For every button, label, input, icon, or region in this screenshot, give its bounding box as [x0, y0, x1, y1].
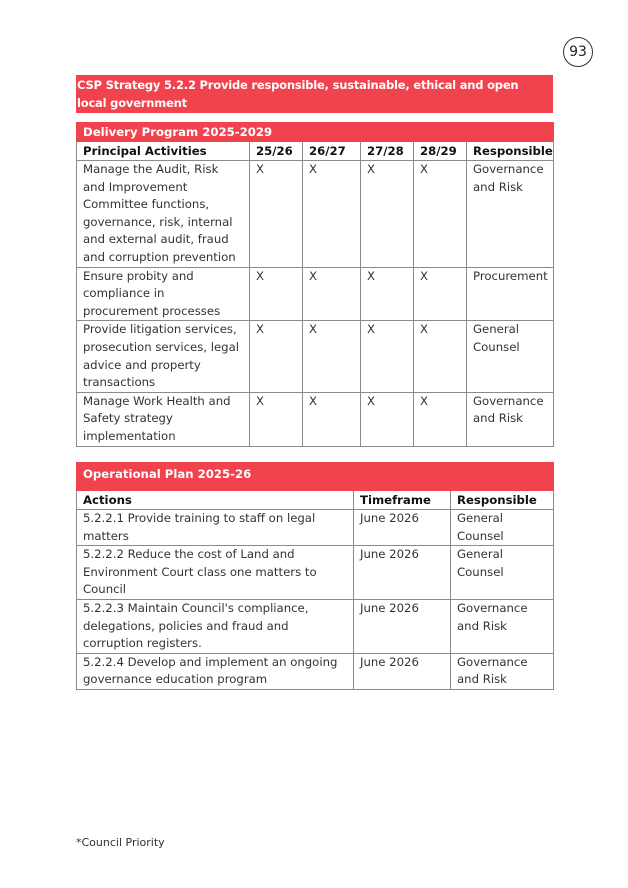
action-cell: 5.2.2.2 Reduce the cost of Land and Environment Court class one matters to Council: [77, 546, 354, 600]
responsible-cell: Governance and Risk: [467, 161, 554, 268]
strategy-banner: CSP Strategy 5.2.2 Provide responsible, sustainable, ethical and open local government: [76, 75, 553, 113]
timeframe-cell: June 2026: [354, 510, 451, 546]
activity-cell: Manage Work Health and Safety strategy implementation: [77, 392, 250, 446]
column-header: 25/26: [250, 142, 303, 161]
column-header: Timeframe: [354, 491, 451, 510]
action-cell: 5.2.2.3 Maintain Council's compliance, delegations, policies and fraud and corruption registers.: [77, 599, 354, 653]
column-header: Principal Activities: [77, 142, 250, 161]
table-row: [77, 599, 554, 653]
responsible-cell: Procurement: [467, 267, 554, 321]
year-mark-cell: X: [303, 161, 361, 268]
delivery-program-table: [76, 122, 554, 447]
column-header: Responsible: [451, 491, 554, 510]
column-header: 28/29: [414, 142, 467, 161]
table-row: [77, 510, 554, 546]
responsible-cell: General Counsel: [467, 321, 554, 392]
activity-cell: Ensure probity and compliance in procurement processes: [77, 267, 250, 321]
column-header: Responsible: [467, 142, 554, 161]
action-cell: 5.2.2.1 Provide training to staff on legal matters: [77, 510, 354, 546]
year-mark-cell: X: [303, 392, 361, 446]
year-mark-cell: X: [414, 321, 467, 392]
year-mark-cell: X: [414, 267, 467, 321]
activity-cell: Provide litigation services, prosecution services, legal advice and property transactions: [77, 321, 250, 392]
column-header: Actions: [77, 491, 354, 510]
year-mark-cell: X: [303, 267, 361, 321]
responsible-cell: Governance and Risk: [467, 392, 554, 446]
year-mark-cell: X: [361, 161, 414, 268]
action-cell: 5.2.2.4 Develop and implement an ongoing governance education program: [77, 653, 354, 689]
year-mark-cell: X: [303, 321, 361, 392]
page-number: 93: [563, 37, 593, 67]
delivery-program-title: Delivery Program 2025-2029: [77, 123, 554, 142]
year-mark-cell: X: [250, 267, 303, 321]
year-mark-cell: X: [250, 161, 303, 268]
year-mark-cell: X: [250, 392, 303, 446]
column-header: 27/28: [361, 142, 414, 161]
responsible-cell: General Counsel: [451, 510, 554, 546]
footnote: *Council Priority: [76, 836, 165, 849]
table-row: [77, 546, 554, 600]
year-mark-cell: X: [361, 267, 414, 321]
year-mark-cell: X: [250, 321, 303, 392]
timeframe-cell: June 2026: [354, 653, 451, 689]
table-row: [77, 321, 554, 392]
column-header: 26/27: [303, 142, 361, 161]
year-mark-cell: X: [414, 161, 467, 268]
timeframe-cell: June 2026: [354, 599, 451, 653]
responsible-cell: Governance and Risk: [451, 653, 554, 689]
table-row: [77, 161, 554, 268]
activity-cell: Manage the Audit, Risk and Improvement Committee functions, governance, risk, internal and external audit, fraud and corruption prevention: [77, 161, 250, 268]
operational-plan-title: Operational Plan 2025-26: [77, 463, 554, 491]
table-row: [77, 392, 554, 446]
year-mark-cell: X: [414, 392, 467, 446]
operational-plan-table: [76, 462, 554, 690]
responsible-cell: General Counsel: [451, 546, 554, 600]
responsible-cell: Governance and Risk: [451, 599, 554, 653]
table-row: [77, 653, 554, 689]
year-mark-cell: X: [361, 392, 414, 446]
year-mark-cell: X: [361, 321, 414, 392]
table-row: [77, 267, 554, 321]
timeframe-cell: June 2026: [354, 546, 451, 600]
